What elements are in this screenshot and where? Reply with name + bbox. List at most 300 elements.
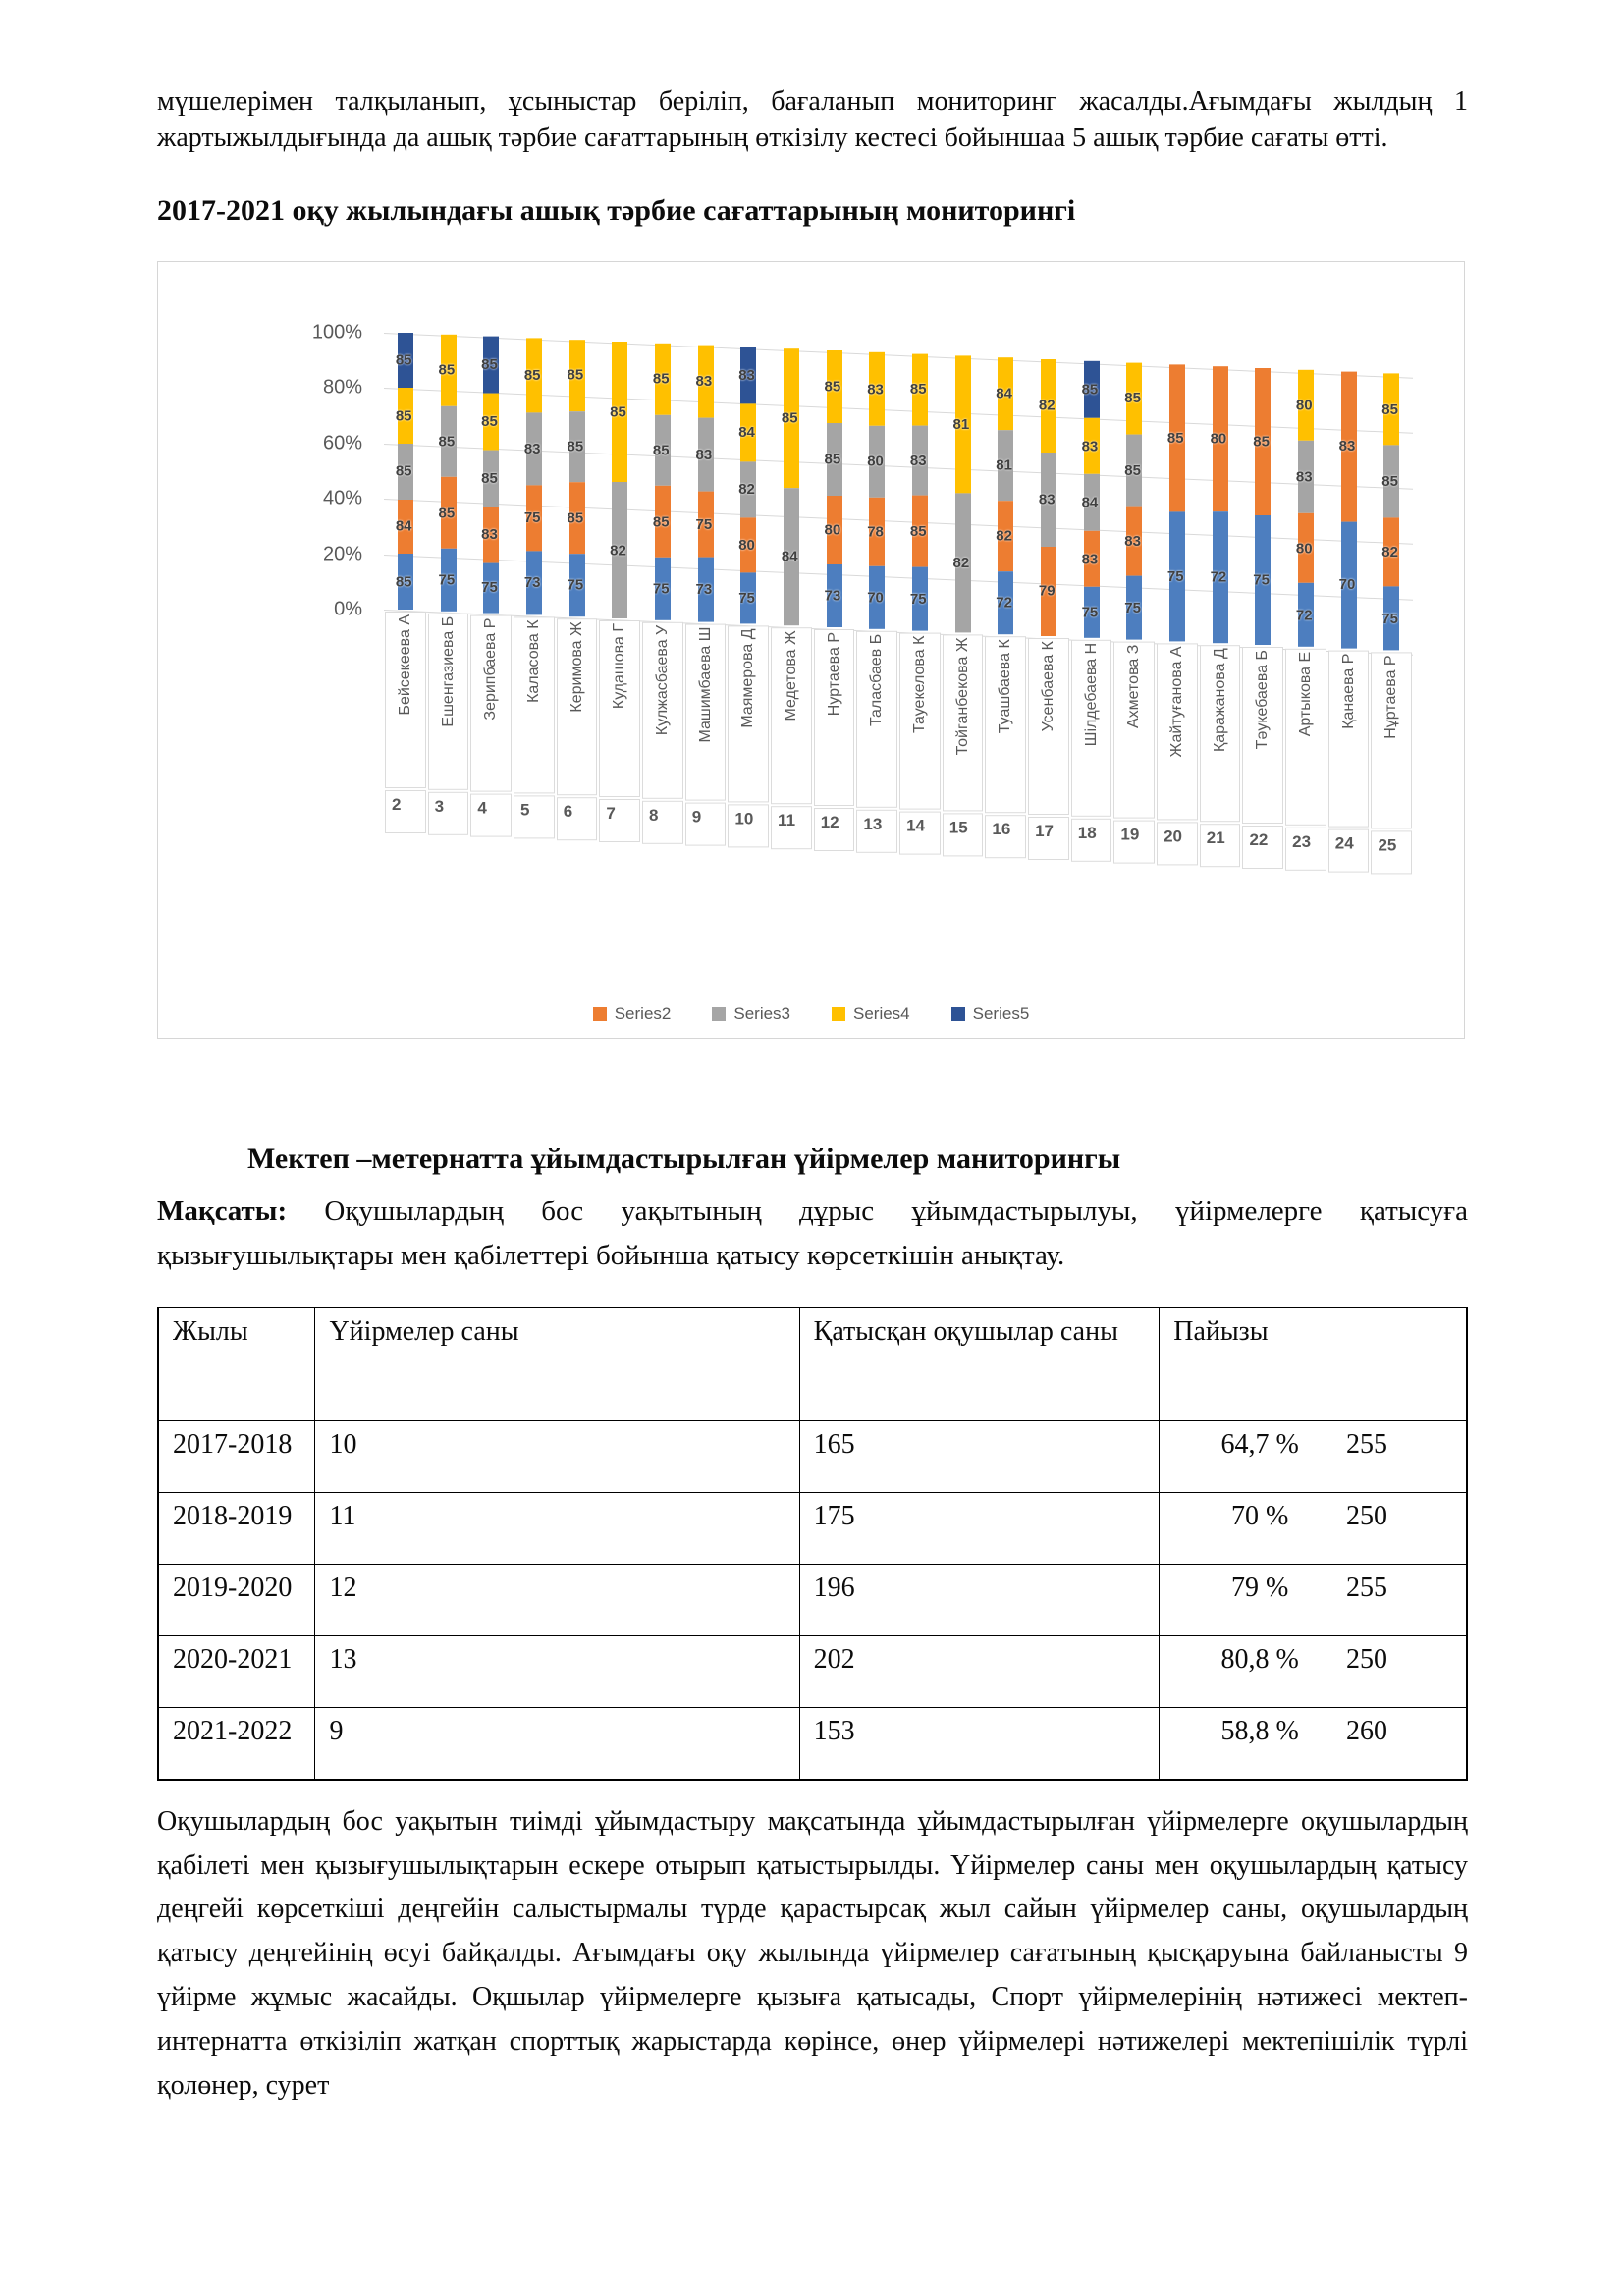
data-label: 85 [781, 409, 798, 427]
stacked-bar [1210, 366, 1228, 643]
category-number-cell: 3 [428, 792, 469, 835]
bar-segment-series1 [1166, 511, 1185, 641]
category-name-cell [943, 634, 984, 811]
bar-column [384, 333, 427, 610]
students-count-cell: 165 [799, 1420, 1160, 1492]
percent-wrap [1173, 1427, 1454, 1463]
category-number-cell: 5 [514, 795, 555, 838]
data-label: 85 [1081, 381, 1099, 399]
data-label: 85 [652, 442, 670, 459]
percent-value: 79 % [1230, 1572, 1289, 1603]
data-label: 83 [738, 366, 755, 384]
clubs-count-cell: 12 [315, 1564, 799, 1635]
percent-wrap [1173, 1571, 1454, 1606]
bar-segment-series3 [909, 426, 928, 496]
data-label: 79 [1038, 582, 1056, 600]
legend-item [832, 1004, 910, 1024]
bar-segment-series1 [569, 554, 585, 616]
category-name-cell [428, 614, 469, 790]
bar-column [1027, 359, 1070, 636]
data-label: 83 [909, 452, 927, 469]
category-name-cell [899, 633, 941, 810]
table-header-cell: Пайызы [1160, 1308, 1467, 1421]
bar-segment-series3 [781, 488, 799, 625]
bar-segment-series2 [1081, 531, 1100, 587]
section-heading: Мектеп –метернатта ұйымдастырылған үйірмелер маниторингы [247, 1142, 1121, 1175]
bar-segment-series3 [952, 493, 971, 632]
data-label: 85 [395, 407, 412, 425]
category-number-cell: 13 [856, 810, 897, 853]
bar-segment-series2 [652, 486, 671, 558]
bar-segment-series2 [483, 507, 499, 563]
percent-cell [1160, 1707, 1467, 1780]
category-name: Жайтуғанова А [1167, 646, 1185, 758]
year-cell: 2021-2022 [158, 1707, 315, 1780]
clubs-count-cell: 13 [315, 1635, 799, 1707]
data-label: 80 [1295, 539, 1313, 557]
percent-wrap [1173, 1714, 1454, 1749]
bars-row [384, 333, 1413, 627]
percent-wrap [1173, 1499, 1454, 1534]
bar-column [556, 340, 599, 616]
percent-value: 80,8 % [1220, 1643, 1299, 1675]
y-axis [183, 321, 374, 620]
bar-column [469, 337, 513, 614]
data-label: 83 [1081, 551, 1099, 568]
category-name: Қанаева Р [1339, 653, 1357, 729]
bar-segment-series3 [395, 444, 413, 500]
y-tick-label: 40% [322, 487, 362, 509]
category-name-cell [1371, 652, 1412, 828]
bar-segment-series5 [395, 333, 413, 389]
category-name-cell [985, 636, 1026, 813]
category-number-cell: 16 [985, 815, 1026, 858]
bar-segment-series3 [1081, 474, 1100, 531]
data-label: 85 [652, 370, 670, 388]
data-label: 80 [824, 521, 841, 539]
category-number-cell: 8 [642, 801, 683, 844]
category-number-cell: 15 [943, 813, 984, 856]
purpose-label: Мақсаты: [157, 1195, 288, 1227]
data-label: 85 [652, 512, 670, 530]
data-label: 84 [395, 517, 412, 535]
data-label: 70 [1338, 576, 1356, 594]
category-name: Тауекелова К [910, 635, 928, 733]
y-tick-label: 80% [322, 376, 362, 399]
bar-segment-series1 [695, 558, 714, 622]
bar-segment-series1 [523, 551, 542, 614]
purpose-text: Оқушылардың бос уақытының дұрыс ұйымдастырылуы, үйірмелерге қатысуға қызығушылықтары мен қабілеттері бойынша қатысу көрсеткішін анықтау. [157, 1195, 1468, 1271]
data-label: 75 [909, 590, 927, 608]
category-number-cell: 6 [557, 797, 598, 840]
bar-segment-series4 [869, 352, 885, 426]
category-name: Артыкова Е [1296, 651, 1314, 737]
data-label: 80 [738, 536, 755, 554]
category-number-cell: 18 [1071, 819, 1112, 862]
monitoring-chart [157, 261, 1465, 1039]
table-row [158, 1492, 1467, 1564]
data-label: 70 [867, 589, 884, 607]
data-label: 83 [1295, 467, 1313, 485]
category-name: Нұртаева Р [1382, 655, 1400, 739]
category-number-cell: 11 [771, 806, 812, 849]
category-number-cell: 25 [1371, 830, 1412, 874]
students-count-cell: 202 [799, 1635, 1160, 1707]
year-cell: 2018-2019 [158, 1492, 315, 1564]
clubs-count-cell: 10 [315, 1420, 799, 1492]
category-name: Зерипбаева Р [482, 617, 500, 721]
bar-segment-series1 [1338, 521, 1357, 648]
category-name-cell [642, 622, 683, 799]
category-name: Шілдебаева Н [1082, 642, 1100, 747]
percent-cell [1160, 1564, 1467, 1635]
category-name-cell [1071, 640, 1112, 817]
bar-column [727, 347, 770, 623]
table-row [158, 1707, 1467, 1780]
bar-segment-series1 [1383, 587, 1399, 651]
clubs-table-body [158, 1308, 1467, 1780]
students-count-cell: 153 [799, 1707, 1160, 1780]
category-name: Тәукебаева Б [1254, 649, 1272, 750]
data-label: 85 [1253, 433, 1270, 451]
bar-segment-series4 [612, 342, 627, 483]
bar-segment-series2 [998, 501, 1013, 571]
data-label: 75 [481, 579, 498, 597]
stacked-bar [1383, 373, 1399, 650]
y-tick-label: 100% [311, 321, 362, 344]
data-label: 82 [1038, 397, 1056, 414]
category-name: Ахметова З [1125, 644, 1143, 728]
legend-label: Series2 [614, 1003, 672, 1023]
stacked-bar [952, 355, 971, 632]
bar-segment-series4 [395, 388, 413, 444]
category-number-cell: 17 [1028, 817, 1069, 860]
data-label: 85 [438, 504, 456, 521]
stacked-bar [483, 337, 499, 614]
data-label: 84 [996, 385, 1012, 402]
data-label: 75 [567, 576, 584, 594]
bar-column [1070, 361, 1113, 638]
clubs-table [157, 1307, 1468, 1781]
year-cell: 2017-2018 [158, 1420, 315, 1492]
bar-segment-series1 [1081, 587, 1100, 638]
stacked-bar [523, 338, 542, 614]
year-cell: 2019-2020 [158, 1564, 315, 1635]
bar-segment-series1 [998, 571, 1013, 634]
stacked-bar [1166, 364, 1185, 641]
bar-segment-series4 [483, 394, 499, 451]
data-label: 83 [867, 380, 884, 398]
bar-column [1327, 372, 1371, 649]
bar-segment-series2 [1210, 366, 1228, 511]
bar-column [684, 346, 728, 622]
category-name: Бейсекеева А [396, 614, 413, 716]
bar-segment-series4 [652, 344, 671, 415]
bar-segment-series3 [483, 451, 499, 507]
data-label: 85 [395, 351, 412, 369]
data-label: 75 [695, 515, 713, 533]
plot [384, 333, 1413, 627]
data-label: 85 [909, 381, 927, 399]
percent-wrap [1173, 1642, 1454, 1678]
data-label: 83 [1338, 438, 1356, 455]
category-number-cell: 20 [1157, 822, 1198, 865]
bar-segment-series2 [523, 485, 542, 551]
data-label: 72 [1210, 568, 1227, 586]
bar-column [1112, 363, 1156, 640]
data-label: 75 [1381, 610, 1398, 627]
stacked-bar [1081, 361, 1100, 638]
stacked-bar [824, 350, 842, 627]
category-name: Нуртаева Р [825, 631, 842, 717]
category-name-cell [599, 620, 640, 797]
data-label: 81 [996, 456, 1012, 474]
category-name-cell [1285, 649, 1326, 826]
bar-segment-series4 [1081, 418, 1100, 474]
category-name-cell [1242, 647, 1283, 824]
category-name: Кудашова Г [611, 622, 628, 709]
stacked-bar [1126, 363, 1142, 640]
data-label: 85 [567, 509, 584, 527]
data-label: 85 [395, 462, 412, 480]
stacked-bar [998, 357, 1013, 634]
bar-segment-series2 [395, 500, 413, 555]
chart-heading: 2017-2021 оқу жылындағы ашық тәрбие сағаттарының мониторингі [157, 193, 1076, 227]
data-label: 83 [1081, 438, 1099, 455]
total-value: 255 [1346, 1572, 1387, 1603]
data-label: 73 [695, 581, 713, 599]
data-label: 81 [952, 415, 970, 433]
bar-segment-series1 [652, 558, 671, 620]
bar-column [770, 348, 813, 625]
category-name: Таласбаев Б [868, 633, 886, 726]
bar-segment-series1 [740, 572, 756, 623]
data-label: 80 [1210, 430, 1227, 448]
data-label: 85 [481, 470, 498, 488]
y-tick-label: 0% [334, 598, 362, 620]
data-label: 72 [996, 594, 1012, 612]
total-value: 250 [1346, 1643, 1387, 1675]
bar-segment-series4 [740, 403, 756, 461]
stacked-bar [438, 335, 457, 612]
students-count-cell: 175 [799, 1492, 1160, 1564]
category-name: Керимова Ж [568, 621, 585, 713]
data-label: 82 [952, 554, 970, 571]
stacked-bar [869, 352, 885, 629]
bar-segment-series3 [569, 411, 585, 483]
bar-segment-series4 [909, 354, 928, 426]
bar-segment-series2 [740, 517, 756, 572]
data-label: 84 [781, 548, 798, 565]
bar-segment-series4 [438, 335, 457, 406]
stacked-bar [612, 342, 627, 618]
data-label: 83 [1038, 491, 1056, 508]
bar-segment-series2 [438, 477, 457, 549]
legend-swatch-icon [951, 1007, 965, 1021]
bar-column [641, 344, 684, 620]
y-tick-label: 60% [322, 432, 362, 454]
bar-segment-series2 [569, 482, 585, 554]
table-row [158, 1635, 1467, 1707]
category-name: Ешенгазиева Б [439, 615, 457, 727]
data-label: 83 [523, 440, 541, 457]
bar-segment-series3 [1295, 440, 1314, 512]
bar-segment-series2 [1126, 507, 1142, 576]
data-label: 85 [610, 403, 626, 421]
bar-segment-series5 [483, 337, 499, 394]
percent-value: 64,7 % [1220, 1428, 1299, 1460]
chart-plot-area [384, 333, 1413, 855]
bar-segment-series3 [824, 423, 842, 496]
category-name-cell [814, 629, 855, 806]
bar-segment-series3 [1126, 435, 1142, 507]
data-label: 85 [1381, 472, 1398, 490]
category-name-cell [685, 624, 727, 801]
bar-segment-series1 [1295, 583, 1314, 646]
closing-paragraph: Оқушылардың бос уақытын тиімді ұйымдастыру мақсатында ұйымдастырылған үйірмелерге оқушылардың қабілеті мен қызығушылықтарын ескере отырып қатыстырылды. Үйірмелер саны мен оқушылардың қатысу деңгейі көрсеткіші деңгейін салыстырмалы түрде қарастырсақ жыл сайын үйірмелер саны, оқушылардың қатысу деңгейінің өсуі байқалды. Ағымдағы оқу жылында үйірмелер сағатының қысқаруына байланысты 9 үйірме жұмыс жасайды. Оқшылар үйірмелерге қызыға қатысады, Спорт үйірмелерінің нәтижесі мектеп-интернатта өткізіліп жатқан спорттық жарыстарда көрінсе, өнер үйірмелері нәтижелері мектепішілік түрлі қолөнер, сурет [157, 1805, 1468, 2101]
bar-column [1284, 370, 1327, 647]
data-label: 75 [738, 589, 755, 607]
legend-label: Series4 [853, 1003, 910, 1023]
legend-item [951, 1004, 1030, 1024]
data-label: 85 [481, 356, 498, 374]
year-cell: 2020-2021 [158, 1635, 315, 1707]
bar-segment-series1 [483, 562, 499, 613]
data-label: 75 [523, 509, 541, 527]
data-label: 85 [438, 433, 456, 451]
data-label: 83 [1124, 532, 1141, 550]
data-label: 85 [824, 451, 841, 468]
data-label: 80 [867, 453, 884, 470]
data-label: 83 [695, 446, 713, 463]
legend-swatch-icon [832, 1007, 845, 1021]
bar-column [813, 350, 856, 627]
data-label: 82 [610, 542, 626, 560]
data-label: 84 [1081, 494, 1099, 511]
category-name-cell [1157, 643, 1198, 820]
data-label: 82 [1381, 543, 1398, 561]
bar-segment-series3 [523, 412, 542, 485]
bar-segment-series5 [740, 347, 756, 403]
data-label: 85 [567, 438, 584, 455]
bar-column [427, 335, 470, 612]
bar-segment-series4 [781, 348, 799, 488]
bar-segment-series1 [1210, 512, 1228, 644]
category-number-cell: 19 [1113, 821, 1155, 864]
category-number-cell: 9 [685, 803, 727, 846]
bar-segment-series2 [1295, 513, 1314, 584]
stacked-bar [909, 354, 928, 631]
legend-item [712, 1004, 790, 1024]
table-header-row [158, 1308, 1467, 1421]
bar-segment-series2 [1255, 368, 1271, 515]
bar-segment-series2 [1338, 372, 1357, 522]
bar-segment-series3 [652, 414, 671, 486]
data-label: 85 [1381, 400, 1398, 418]
data-label: 83 [695, 373, 713, 391]
bar-column [898, 354, 942, 631]
bar-segment-series4 [569, 340, 585, 411]
stacked-bar [1038, 359, 1056, 636]
data-label: 85 [567, 366, 584, 384]
category-name-cell [856, 631, 897, 808]
bar-column [1156, 364, 1199, 641]
bar-segment-series3 [1038, 453, 1056, 547]
category-number-cell: 4 [470, 794, 512, 837]
category-number-cell: 12 [814, 808, 855, 851]
data-label: 73 [824, 587, 841, 605]
category-name-cell [1200, 645, 1241, 822]
clubs-count-cell: 11 [315, 1492, 799, 1564]
table-header-cell: Жылы [158, 1308, 315, 1421]
table-row [158, 1564, 1467, 1635]
category-name: Усенбаева К [1039, 640, 1056, 732]
bar-segment-series2 [869, 498, 885, 567]
data-label: 85 [438, 361, 456, 379]
category-name-cell [1328, 651, 1370, 828]
bar-segment-series2 [695, 492, 714, 558]
category-name-cell [728, 625, 769, 802]
total-value: 260 [1346, 1715, 1387, 1746]
category-name-cell [470, 615, 512, 792]
data-label: 75 [652, 580, 670, 598]
category-name: Медетова Ж [782, 630, 799, 721]
intro-paragraph: мүшелерімен талқыланып, ұсыныстар беріліп, бағаланып мониторинг жасалды.Ағымдағы жылдың 1 жартыжылдығында да ашық тәрбие сағаттарының өткізілу кестесі бойыншаа 5 ашық тәрбие сағаты өтті. [157, 86, 1468, 153]
category-name: Кулжасбаева У [653, 624, 671, 736]
data-label: 82 [996, 527, 1012, 545]
bar-segment-series3 [740, 461, 756, 517]
bar-column [513, 338, 556, 614]
bar-segment-series3 [1383, 446, 1399, 517]
category-name: Қаражанова Д [1211, 648, 1228, 752]
bar-segment-series3 [869, 426, 885, 498]
total-value: 250 [1346, 1500, 1387, 1531]
bar-segment-series2 [1166, 364, 1185, 511]
data-label: 75 [438, 571, 456, 589]
data-label: 84 [738, 424, 755, 442]
bar-segment-series2 [1038, 547, 1056, 636]
category-name-cell [514, 616, 555, 793]
percent-cell [1160, 1420, 1467, 1492]
data-label: 85 [909, 522, 927, 540]
table-header-cell: Үйірмелер саны [315, 1308, 799, 1421]
category-name: Каласова К [524, 619, 542, 703]
category-number-cell: 7 [599, 799, 640, 842]
bar-segment-series2 [1383, 517, 1399, 587]
legend-label: Series5 [972, 1003, 1030, 1023]
percent-cell [1160, 1635, 1467, 1707]
bar-segment-series1 [824, 564, 842, 627]
category-number-cell: 22 [1242, 826, 1283, 869]
bar-segment-series1 [1255, 515, 1271, 645]
category-name-cell [557, 618, 598, 795]
data-label: 75 [1081, 604, 1099, 621]
legend-swatch-icon [712, 1007, 726, 1021]
percent-value: 70 % [1230, 1500, 1289, 1531]
category-name-cell [771, 627, 812, 804]
bar-column [984, 357, 1027, 634]
bar-segment-series1 [909, 567, 928, 630]
bar-column [855, 352, 898, 629]
data-label: 85 [1124, 390, 1141, 407]
bar-segment-series4 [1126, 363, 1142, 435]
table-row [158, 1420, 1467, 1492]
legend-swatch-icon [593, 1007, 607, 1021]
category-name: Машимбаева Ш [696, 626, 714, 743]
category-name-cell [1028, 638, 1069, 815]
data-label: 75 [1124, 599, 1141, 616]
table-header-cell: Қатысқан оқушылар саны [799, 1308, 1160, 1421]
